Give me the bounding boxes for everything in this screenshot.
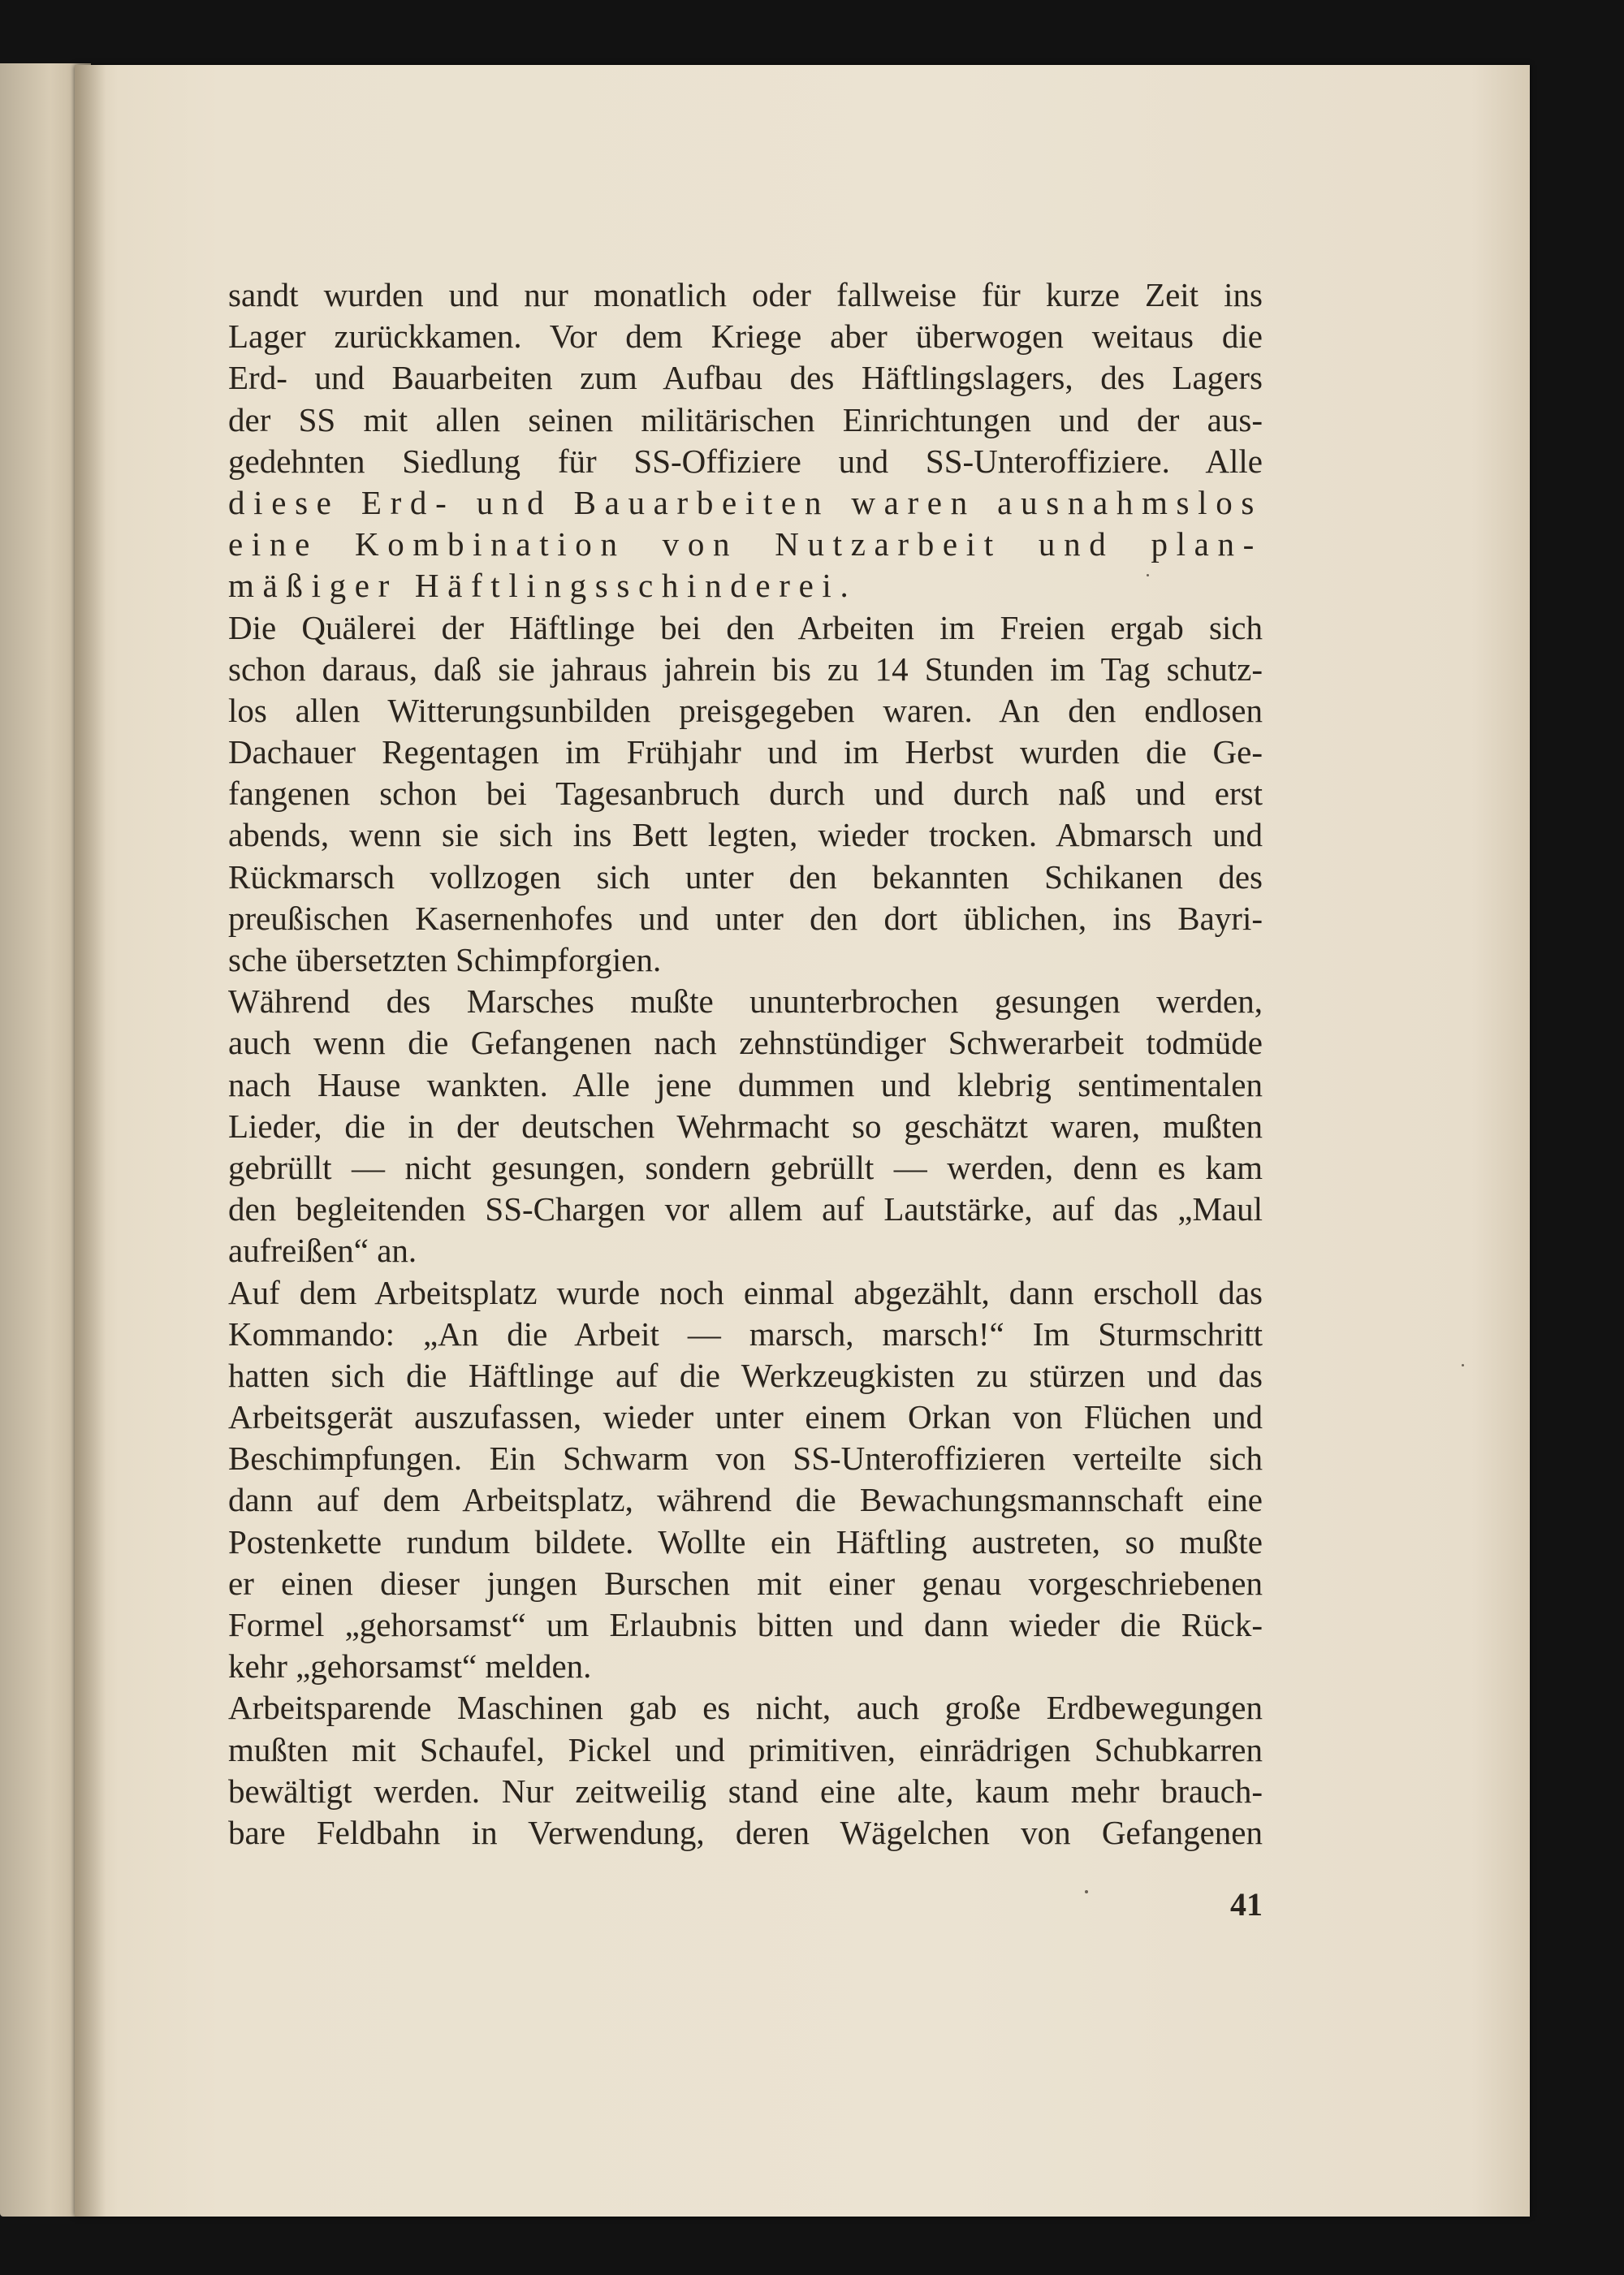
text-line-emphasis: diese Erd- und Bauarbeiten waren ausnahmslos	[228, 483, 1263, 521]
text-line: gedehnten Siedlung für SS-Offiziere und SS-Unteroffiziere. Alle	[228, 442, 1263, 480]
text-line: Formel „gehorsamst“ um Erlaubnis bitten und dann wieder die Rück-	[228, 1606, 1263, 1643]
text-line: preußischen Kasernenhofes und unter den dort üblichen, ins Bayri-	[228, 899, 1263, 937]
paper-speck	[1147, 574, 1149, 576]
text-line: mußten mit Schaufel, Pickel und primitiven, einrädrigen Schubkarren	[228, 1730, 1263, 1768]
text-line: den begleitenden SS-Chargen vor allem auf Lautstärke, auf das „Maul	[228, 1190, 1263, 1228]
text-line: Arbeitsgerät auszufassen, wieder unter einem Orkan von Flüchen und	[228, 1398, 1263, 1436]
text-line: fangenen schon bei Tagesanbruch durch und durch naß und erst	[228, 775, 1263, 813]
text-line: Die Quälerei der Häftlinge bei den Arbeiten im Freien ergab sich	[228, 608, 1263, 646]
text-line: bare Feldbahn in Verwendung, deren Wägelchen von Gefangenen	[228, 1813, 1263, 1851]
text-line: Dachauer Regentagen im Frühjahr und im Herbst wurden die Ge-	[228, 733, 1263, 771]
text-line: Während des Marsches mußte ununterbrochen gesungen werden,	[228, 982, 1263, 1021]
text-line: Arbeitsparende Maschinen gab es nicht, auch große Erdbewegungen	[228, 1689, 1263, 1727]
text-line: auch wenn die Gefangenen nach zehnstündiger Schwerarbeit todmüde	[228, 1024, 1263, 1062]
text-line: sandt wurden und nur monatlich oder fallweise für kurze Zeit ins	[228, 276, 1263, 313]
text-line: Lager zurückkamen. Vor dem Kriege aber überwogen weitaus die	[228, 317, 1263, 356]
text-line: Kommando: „An die Arbeit — marsch, marsch!“ Im Sturmschritt	[228, 1314, 1263, 1353]
text-line: der SS mit allen seinen militärischen Einrichtungen und der aus-	[228, 400, 1263, 438]
text-line: los allen Witterungsunbilden preisgegeben waren. An den endlosen	[228, 691, 1263, 729]
text-line: dann auf dem Arbeitsplatz, während die Bewachungsmannschaft eine	[228, 1481, 1263, 1519]
text-line-emphasis: mäßiger Häftlingsschinderei.	[228, 567, 857, 605]
text-line: gebrüllt — nicht gesungen, sondern gebrüllt — werden, denn es kam	[228, 1148, 1263, 1186]
text-line: er einen dieser jungen Burschen mit einer genau vorgeschriebenen	[228, 1564, 1263, 1602]
text-line: bewältigt werden. Nur zeitweilig stand eine alte, kaum mehr brauch-	[228, 1772, 1263, 1810]
paper-speck	[1085, 1890, 1088, 1893]
text-line: kehr „gehorsamst“ melden.	[228, 1647, 592, 1686]
text-line: sche übersetzten Schimpforgien.	[228, 941, 662, 978]
text-line: Beschimpfungen. Ein Schwarm von SS-Unteroffizieren verteilte sich	[228, 1440, 1263, 1478]
text-line: Erd- und Bauarbeiten zum Aufbau des Häftlingslagers, des Lagers	[228, 359, 1263, 397]
text-line: schon daraus, daß sie jahraus jahrein bis zu 14 Stunden im Tag schutz-	[228, 650, 1263, 688]
text-line: nach Hause wankten. Alle jene dummen und klebrig sentimentalen	[228, 1065, 1263, 1103]
body-text	[228, 274, 1263, 1854]
text-line: Auf dem Arbeitsplatz wurde noch einmal abgezählt, dann erscholl das	[228, 1273, 1263, 1311]
text-line: Rückmarsch vollzogen sich unter den bekannten Schikanen des	[228, 857, 1263, 896]
page-gutter-shadow	[75, 65, 106, 2217]
text-line-emphasis: eine Kombination von Nutzarbeit und plan-	[228, 525, 1263, 563]
text-line: hatten sich die Häftlinge auf die Werkzeugkisten zu stürzen und das	[228, 1356, 1263, 1394]
paper-speck	[1462, 1364, 1464, 1366]
text-line: Postenkette rundum bildete. Wollte ein Häftling austreten, so mußte	[228, 1522, 1263, 1561]
page-number: 41	[1230, 1886, 1263, 1923]
text-line: Lieder, die in der deutschen Wehrmacht so geschätzt waren, mußten	[228, 1107, 1263, 1145]
text-line: abends, wenn sie sich ins Bett legten, wieder trocken. Abmarsch und	[228, 816, 1263, 854]
text-line: aufreißen“ an.	[228, 1232, 417, 1270]
